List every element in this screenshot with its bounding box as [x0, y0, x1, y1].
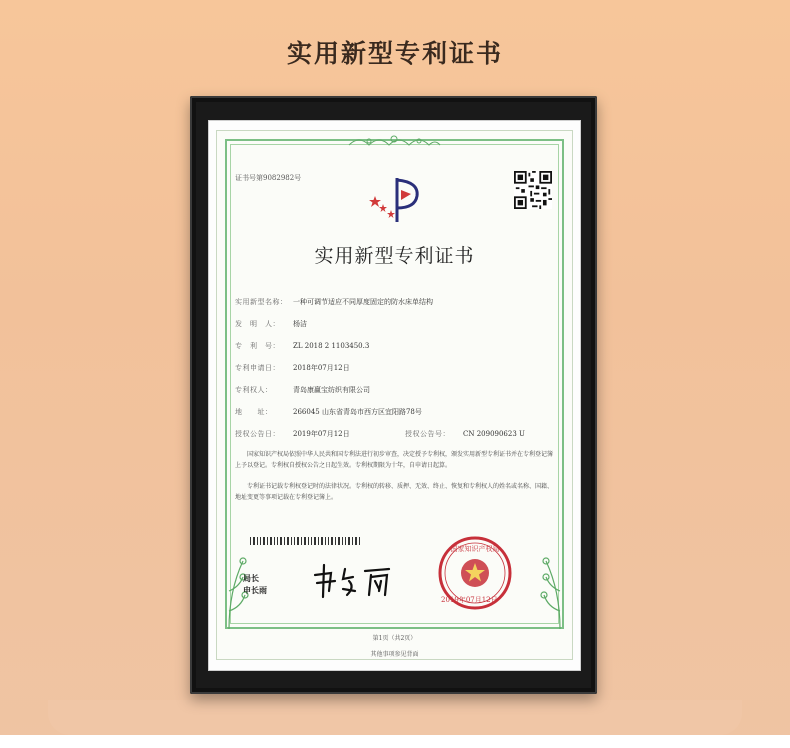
- top-ornament: [347, 133, 442, 149]
- field-label: 发 明 人：: [235, 320, 280, 328]
- field-value: 杨洁: [293, 320, 307, 328]
- field-label: 专 利 号：: [235, 342, 280, 350]
- certificate-number: 证书号第9082982号: [235, 174, 302, 182]
- certificate-title: 实用新型专利证书: [314, 245, 475, 267]
- field-label: 实用新型名称：: [235, 298, 288, 306]
- signatory-name: 申长雨: [243, 586, 267, 595]
- bottom-right-ornament: [526, 551, 566, 631]
- certificate-paragraph-1: 国家知识产权局依照中华人民共和国专利法进行初步审查，决定授予专利权，颁发实用新型专利证书并在专利登记簿上予以登记。专利权自授权公告之日起生效。专利权期限为十年，自申请日起算。: [235, 451, 554, 469]
- seal-text: 国家知识产权局: [450, 545, 500, 553]
- barcode: [250, 537, 360, 545]
- handwritten-signature: [309, 561, 409, 601]
- field-value: ZL 2018 2 1103450.3: [293, 342, 370, 350]
- field-label: 地 址：: [235, 408, 273, 416]
- certificate-paper: [216, 130, 573, 660]
- field-grant-date: [235, 429, 350, 439]
- field-inventor: [235, 319, 307, 329]
- field-label: 授权公告日：: [235, 430, 280, 438]
- certificate-paragraph-2: 专利证书记载专利权登记时的法律状况。专利权的转移、质押、无效、终止、恢复和专利权人的姓名或名称、国籍、地址变更等事项记载在专利登记簿上。: [235, 483, 554, 501]
- field-label: 专利权人：: [235, 386, 273, 394]
- field-value: 2018年07月12日: [293, 364, 350, 372]
- qr-code: [514, 171, 552, 209]
- page-number: 第1页（共2页）: [372, 635, 417, 642]
- page-title: 实用新型专利证书: [286, 39, 503, 68]
- field-grant-number: [405, 429, 525, 439]
- seal-date: 2019年07月12日: [441, 596, 498, 604]
- field-label: 专利申请日：: [235, 364, 280, 372]
- field-utility-name: [235, 297, 433, 307]
- signatory-title: 局长: [243, 574, 259, 583]
- patent-office-emblem: [367, 174, 427, 226]
- page-bottom-strip: [0, 735, 790, 748]
- field-value: 一种可调节适应不同厚度固定的防水床单结构: [293, 298, 433, 306]
- field-patentee: [235, 385, 370, 395]
- field-value: 2019年07月12日: [293, 430, 350, 438]
- field-address: [235, 407, 422, 417]
- footer-note: 其他事项参见背面: [370, 651, 419, 658]
- card-bottom: [48, 700, 742, 735]
- field-patent-number: [235, 341, 369, 351]
- field-label: 授权公告号：: [405, 430, 450, 438]
- field-value: 青岛康赢宝纺织有限公司: [293, 386, 370, 394]
- frame-mat: [208, 120, 581, 671]
- field-application-date: [235, 363, 350, 373]
- field-value: 266045 山东省青岛市西方区宜阳路78号: [293, 408, 422, 416]
- field-value: CN 209090623 U: [463, 430, 525, 438]
- signatory: [243, 573, 267, 597]
- picture-frame: [190, 96, 597, 694]
